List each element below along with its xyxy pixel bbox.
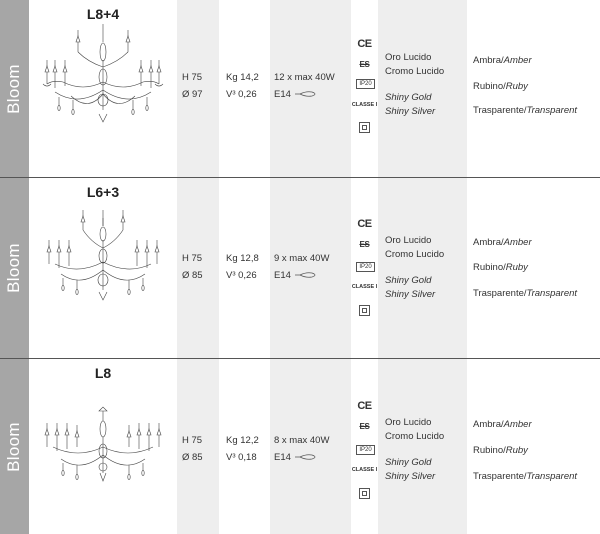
candle-bulb-icon: [294, 90, 320, 98]
color-transparent: Trasparente/Transparent: [473, 105, 578, 116]
class-label: CLASSE I: [351, 467, 378, 473]
diameter-value: Ø 97: [182, 89, 203, 100]
side-band: [0, 178, 29, 358]
socket-type: E14: [274, 270, 291, 281]
diameter-value: Ø 85: [182, 452, 203, 463]
image-cell: [29, 359, 177, 534]
certifications-cell: [351, 359, 378, 534]
socket-type: E14: [274, 89, 291, 100]
socket-spec: [274, 452, 320, 463]
side-band: [0, 0, 29, 177]
ip-rating-badge: IP20: [356, 262, 375, 272]
height-value: H 75: [182, 253, 203, 264]
color-transparent: Trasparente/Transparent: [473, 471, 578, 482]
family-label: Bloom: [4, 63, 23, 114]
ce-mark-icon: CE: [357, 218, 372, 230]
finish-it-2: Cromo Lucido: [385, 66, 445, 77]
product-row-l8-4: [0, 0, 600, 177]
ce-mark-icon: CE: [357, 400, 372, 412]
dimensions-cell: [177, 359, 219, 534]
lamp-cell: [270, 178, 351, 358]
finish-en-2: Shiny Silver: [385, 471, 436, 482]
ip-rating-badge: IP20: [356, 79, 375, 89]
volume-value: V³ 0,26: [226, 270, 257, 281]
model-name: L8: [94, 365, 112, 381]
model-name: L6+3: [86, 184, 120, 200]
color-amber: Ambra/Amber: [473, 237, 532, 248]
weight-value: Kg 14,2: [226, 72, 259, 83]
es-mark-icon: ES: [359, 60, 370, 69]
color-ruby: Rubino/Ruby: [473, 445, 528, 456]
glass-colors-cell: [467, 0, 600, 177]
weight-value: Kg 12,8: [226, 253, 259, 264]
glass-colors-cell: [467, 359, 600, 534]
lamp-spec: 12 x max 40W: [274, 72, 335, 83]
volume-value: V³ 0,18: [226, 452, 257, 463]
family-label: Bloom: [4, 421, 23, 472]
class-label: CLASSE I: [351, 284, 378, 290]
certifications-cell: [351, 0, 378, 177]
socket-type: E14: [274, 452, 291, 463]
lamp-spec: 8 x max 40W: [274, 435, 330, 446]
chandelier-l8-drawing: [33, 381, 173, 496]
chandelier-l6-3-drawing: [33, 200, 173, 315]
finishes-cell: [378, 0, 467, 177]
finish-en-1: Shiny Gold: [385, 275, 432, 286]
socket-spec: [274, 270, 320, 281]
double-insulation-icon: [359, 305, 370, 316]
finish-it-2: Cromo Lucido: [385, 431, 445, 442]
weight-cell: [219, 178, 270, 358]
image-cell: [29, 0, 177, 177]
lamp-spec: 9 x max 40W: [274, 253, 330, 264]
finish-en-2: Shiny Silver: [385, 289, 436, 300]
lamp-cell: [270, 359, 351, 534]
product-row-l8: [0, 359, 600, 534]
candle-bulb-icon: [294, 453, 320, 461]
color-amber: Ambra/Amber: [473, 55, 532, 66]
class-label: CLASSE I: [351, 102, 378, 108]
finish-it-1: Oro Lucido: [385, 235, 432, 246]
diameter-value: Ø 85: [182, 270, 203, 281]
finish-it-1: Oro Lucido: [385, 52, 432, 63]
glass-colors-cell: [467, 178, 600, 358]
certifications-cell: [351, 178, 378, 358]
image-cell: [29, 178, 177, 358]
ip-rating-badge: IP20: [356, 445, 375, 455]
product-row-l6-3: [0, 178, 600, 358]
model-name: L8+4: [86, 6, 120, 22]
dimensions-cell: [177, 178, 219, 358]
es-mark-icon: ES: [359, 422, 370, 431]
color-amber: Ambra/Amber: [473, 419, 532, 430]
dimensions-cell: [177, 0, 219, 177]
double-insulation-icon: [359, 488, 370, 499]
weight-cell: [219, 359, 270, 534]
height-value: H 75: [182, 72, 203, 83]
finishes-cell: [378, 359, 467, 534]
color-transparent: Trasparente/Transparent: [473, 288, 578, 299]
double-insulation-icon: [359, 122, 370, 133]
finish-it-2: Cromo Lucido: [385, 249, 445, 260]
side-band: [0, 359, 29, 534]
volume-value: V³ 0,26: [226, 89, 257, 100]
family-label: Bloom: [4, 243, 23, 293]
es-mark-icon: ES: [359, 240, 370, 249]
color-ruby: Rubino/Ruby: [473, 262, 528, 273]
lamp-cell: [270, 0, 351, 177]
chandelier-l8-4-drawing: [33, 22, 173, 137]
finishes-cell: [378, 178, 467, 358]
socket-spec: [274, 89, 320, 100]
finish-en-1: Shiny Gold: [385, 92, 432, 103]
height-value: H 75: [182, 435, 203, 446]
color-ruby: Rubino/Ruby: [473, 81, 528, 92]
ce-mark-icon: CE: [357, 38, 372, 50]
candle-bulb-icon: [294, 271, 320, 279]
finish-en-2: Shiny Silver: [385, 106, 436, 117]
finish-en-1: Shiny Gold: [385, 457, 432, 468]
weight-cell: [219, 0, 270, 177]
finish-it-1: Oro Lucido: [385, 417, 432, 428]
weight-value: Kg 12,2: [226, 435, 259, 446]
